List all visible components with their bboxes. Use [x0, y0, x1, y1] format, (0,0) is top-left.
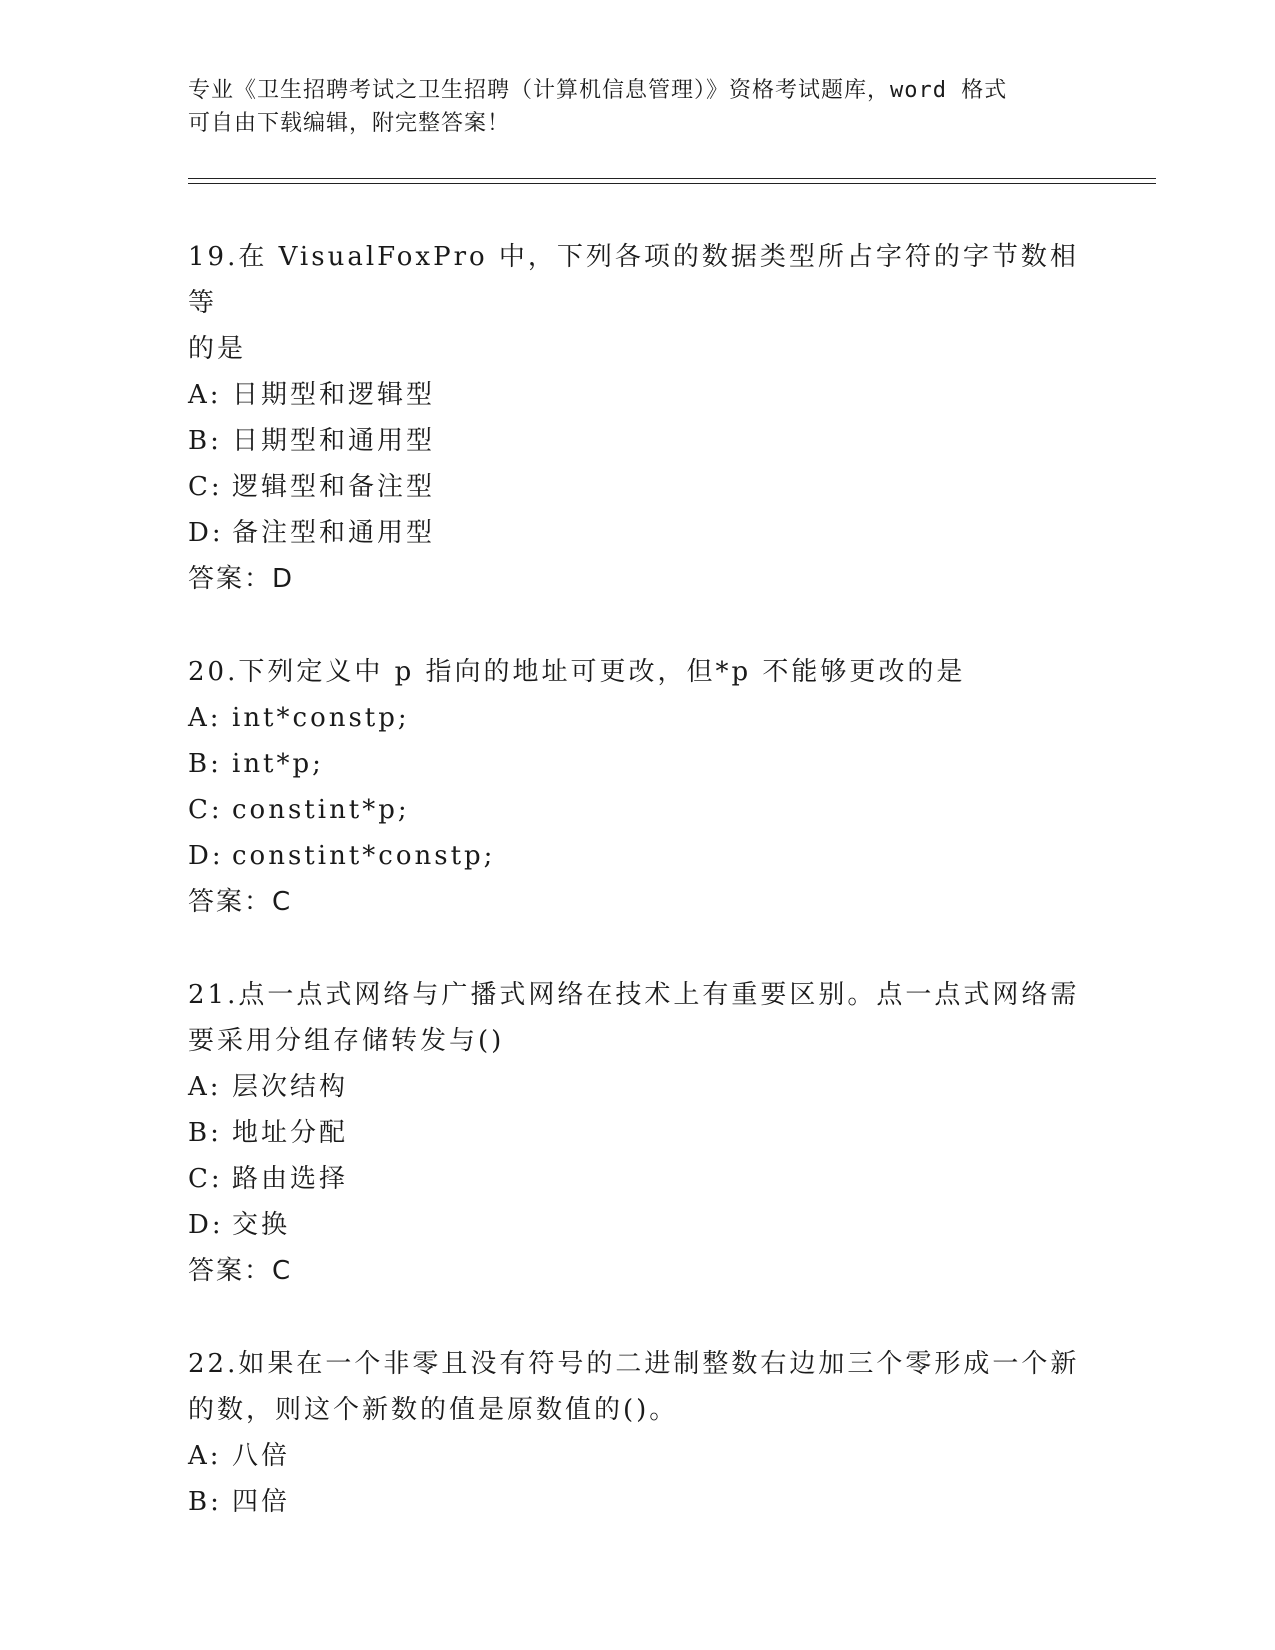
- question-20: [188, 649, 1088, 925]
- option-text: 层次结构: [232, 1072, 349, 1102]
- option-text: 地址分配: [232, 1118, 349, 1148]
- question-19-option-c: [188, 464, 1088, 510]
- option-letter: C:: [188, 1164, 223, 1194]
- question-21-text-line-2: 要采用分组存储转发与(): [188, 1026, 505, 1056]
- question-19-option-a: [188, 372, 1088, 418]
- question-22-text-line-1: 22.如果在一个非零且没有符号的二进制整数右边加三个零形成一个新: [188, 1349, 1080, 1379]
- option-letter: B:: [188, 426, 222, 456]
- header-divider-top: [188, 178, 1156, 179]
- question-21-text-line-1: 21.点一点式网络与广播式网络在技术上有重要区别。点一点式网络需: [188, 980, 1080, 1010]
- question-19-answer: 答案：D: [188, 564, 295, 594]
- option-letter: A:: [188, 703, 222, 733]
- option-text: 路由选择: [232, 1164, 349, 1194]
- option-text: int*p;: [232, 749, 324, 779]
- option-letter: D:: [188, 518, 224, 548]
- question-21-option-a: [188, 1064, 1088, 1110]
- question-21: [188, 972, 1088, 1294]
- header-line-2: 可自由下载编辑，附完整答案！: [188, 111, 511, 136]
- question-19-text-line-2: 的是: [188, 334, 247, 364]
- question-20-text: [188, 649, 1088, 695]
- option-letter: D:: [188, 1210, 224, 1240]
- option-text: 逻辑型和备注型: [232, 472, 436, 502]
- question-19: [188, 234, 1088, 602]
- option-text: 日期型和通用型: [232, 426, 436, 456]
- option-text: 备注型和通用型: [232, 518, 436, 548]
- question-list: [188, 234, 1088, 1572]
- option-letter: C:: [188, 472, 223, 502]
- option-text: constint*constp;: [232, 841, 496, 871]
- option-letter: A:: [188, 380, 222, 410]
- question-19-text-line-1: 19.在 VisualFoxPro 中，下列各项的数据类型所占字符的字节数相等: [188, 242, 1079, 318]
- option-letter: D:: [188, 841, 224, 871]
- option-text: 八倍: [232, 1441, 291, 1471]
- option-letter: B:: [188, 1118, 222, 1148]
- option-text: 四倍: [232, 1487, 291, 1517]
- question-21-option-b: [188, 1110, 1088, 1156]
- option-letter: A:: [188, 1441, 222, 1471]
- question-19-option-d: [188, 510, 1088, 556]
- question-21-text: [188, 972, 1088, 1064]
- option-letter: C:: [188, 795, 223, 825]
- header-line-1: 专业《卫生招聘考试之卫生招聘（计算机信息管理）》资格考试题库，word 格式: [188, 78, 1008, 103]
- document-header: [188, 74, 1088, 140]
- question-20-option-b: [188, 741, 1088, 787]
- option-text: 日期型和逻辑型: [232, 380, 436, 410]
- question-21-option-d: [188, 1202, 1088, 1248]
- question-22-text: [188, 1341, 1088, 1433]
- question-19-text: [188, 234, 1088, 372]
- header-divider-bottom: [188, 183, 1156, 184]
- question-19-option-b: [188, 418, 1088, 464]
- question-20-option-a: [188, 695, 1088, 741]
- option-text: 交换: [232, 1210, 291, 1240]
- question-22-option-a: [188, 1433, 1088, 1479]
- option-text: constint*p;: [232, 795, 410, 825]
- question-22: [188, 1341, 1088, 1525]
- question-21-option-c: [188, 1156, 1088, 1202]
- question-22-option-b: [188, 1479, 1088, 1525]
- option-letter: A:: [188, 1072, 222, 1102]
- question-20-answer: 答案：C: [188, 887, 293, 917]
- option-letter: B:: [188, 1487, 222, 1517]
- question-21-answer: 答案：C: [188, 1256, 293, 1286]
- option-letter: B:: [188, 749, 222, 779]
- question-20-option-d: [188, 833, 1088, 879]
- question-22-text-line-2: 的数，则这个新数的值是原数值的()。: [188, 1395, 679, 1425]
- option-text: int*constp;: [232, 703, 410, 733]
- question-20-option-c: [188, 787, 1088, 833]
- question-20-text-line-1: 20.下列定义中 p 指向的地址可更改，但*p 不能够更改的是: [188, 657, 966, 687]
